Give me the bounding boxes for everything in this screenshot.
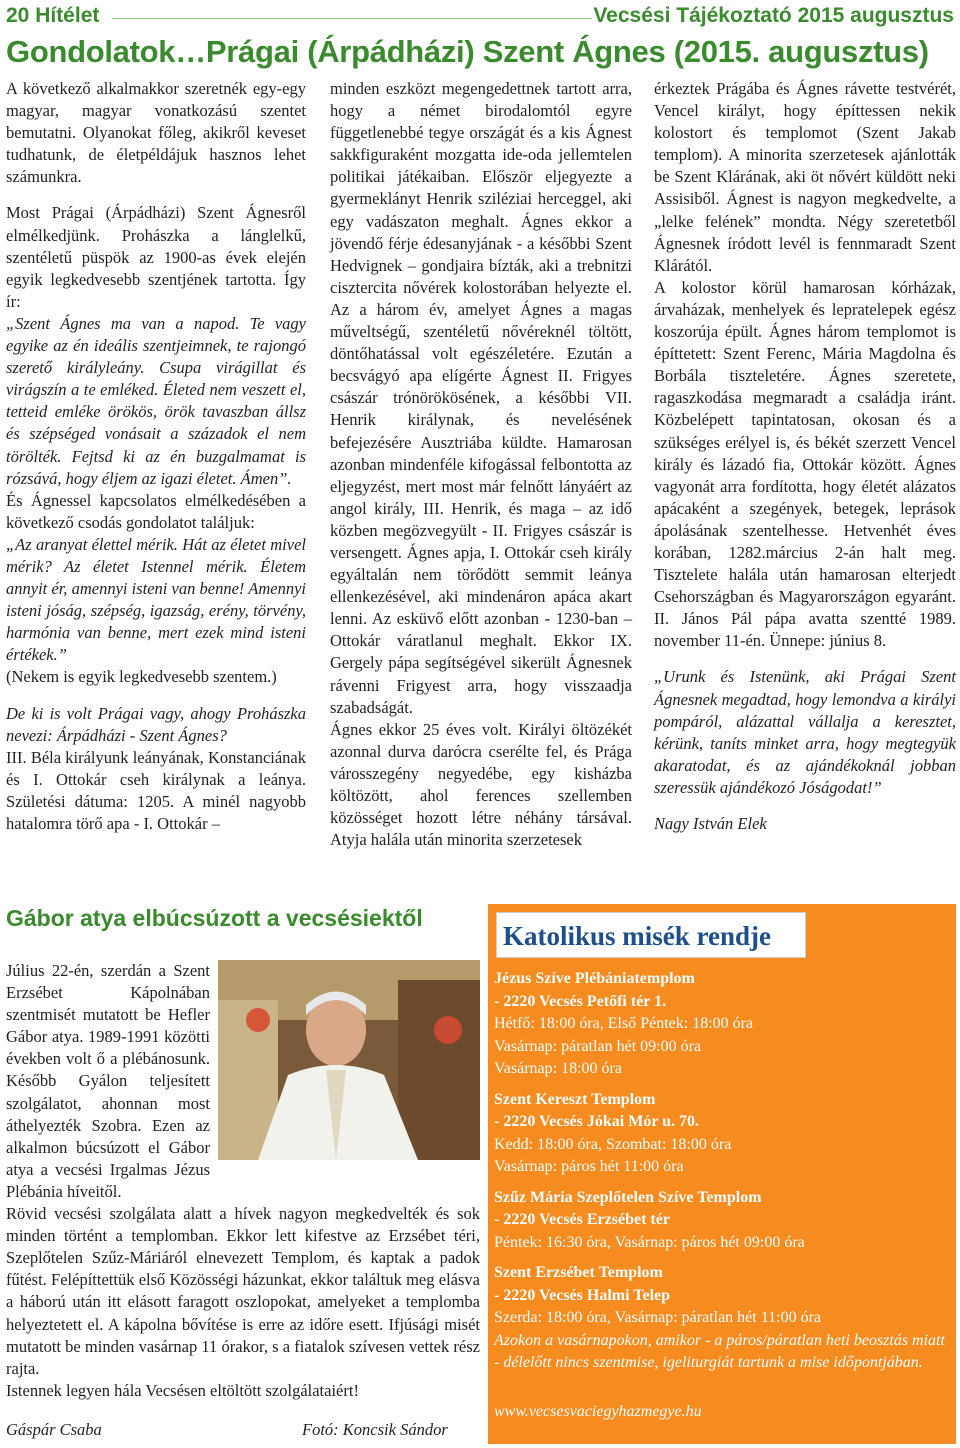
author-signature: Nagy István Elek [654, 814, 767, 833]
mass-time: Kedd: 18:00 óra, Szombat: 18:00 óra [494, 1135, 732, 1153]
quote: „Szent Ágnes ma van a napod. Te vagy egyike az én ideális szentjeimnek, te rajongó szerető királyleány. Csupa virágillat és virágszín a te emléked. Életed nem veszett el, tetteid emléke örökös, örök tavaszban állsz és szépséged vonásait a századok el nem törölték. Fejtsd ki az én buzgalmamat is rózsává, hogy éljem az igazi életet. Ámen”. [6, 313, 306, 488]
paragraph: (Nekem is egyik legkedvesebb szentem.) [6, 667, 277, 687]
prayer: „Urunk és Istenünk, aki Prágai Szent Ágnesnek megadtad, hogy lemondva a királyi pompáról, alázattal vállalja a keresztet, kérünk, taníts minket arra, hogy megtegyük akaratodat, és az ajándékoknál jobban szeressük ajándékozó Jóságodat!” [654, 667, 956, 797]
photo-credit: Fotó: Koncsik Sándor [302, 1420, 448, 1439]
paragraph: Istennek legyen hála Vecsésen eltöltött szolgálataiért! [6, 1380, 359, 1400]
mass-schedule-body [494, 968, 954, 1423]
paragraph: minden eszközt megengedettnek tartott arra, hogy a német birodalomtól egyre függetlenebbé tegye országát és a kis Ágnest sakkfiguraként mozgatta ide-oda jellemtelen politikai játékaiban. Először eljegyezte a gyermeklányt Henrik sziléziai herceggel, aki egy vadászaton meghalt. Ágnes ekkor a jövendő férje édesanyjának - a későbbi Szent Hedvignek – gondjaira bízták, aki a trebnitzi cisztercita nővérek kolostorában helyezte el. Az a három év, amelyet Ágnes a magas műveltségű, szentéletű nővéreknél töltött, döntőhatással volt egészéletére. Ezután a becsvágyó apa elígérte Ágnest II. Frigyes császár trónörökösének, a későbbi VII. Henrik királynak, és nevelésének befejezésére Ausztriába küldte. Hamarosan azonban mindenféle kifogással felbontotta az eljegyzést, mert most már felnőtt lányáért az angol király, III. Henrik, és maga – az idő közben megözvegyült - II. Frigyes császár is versengett. Ágnes apja, I. Ottokár cseh király egyáltalán nem törődött semmit leánya ellenkezésével, aki mindenáron apáca akart lenni. Az esküvő előtt azonban - 1230-ban – Ottokár váratlanul meghalt. Ekkor IX. Gergely pápa segítségével sikerült Ágnesnek rávenni Frigyest arra, hogy visszaadja szabadságát. [330, 79, 632, 717]
schedule-note: Azokon a vasárnapokon, amikor - a páros/páratlan heti beosztás miatt - délelőtt nincs szentmise, igeliturgiát tartunk a mise időpontjában. [494, 1331, 945, 1371]
article-2-author: Gáspár Csaba [6, 1420, 102, 1439]
mass-time: Hétfő: 18:00 óra, Első Péntek: 18:00 óra [494, 1015, 754, 1032]
church-address: - 2220 Vecsés Halmi Telep [494, 1286, 671, 1304]
mass-time: Szerda: 18:00 óra, Vasárnap: páratlan hét 11:00 óra [494, 1309, 821, 1326]
article-column-1 [6, 78, 306, 835]
church-address: - 2220 Vecsés Jókai Mór u. 70. [494, 1113, 700, 1130]
publication-title: Vecsési Tájékoztató 2015 augusztus [593, 4, 954, 27]
mass-time: Vasárnap: 18:00 óra [494, 1060, 622, 1077]
quote: „Az aranyat élettel mérik. Hát az életet mivel mérik? Az életet Istennel mérik. Életem annyit ér, amennyi isteni van benne! Amennyi isteni jóság, szépség, igazság, erény, törvény, harmónia van benne, mert ezek mind isteni értékek.” [6, 534, 306, 665]
church-address: - 2220 Vecsés Petőfi tér 1. [494, 992, 667, 1010]
paragraph: Ágnes ekkor 25 éves volt. Királyi öltözékét azonnal durva darócra cserélte fel, és Prága városszegény negyedébe, egy kisházba költözött, ahol ferences szellemben közösséget hozott létre néhány társával. Atyja halála után minorita szerzetesek [330, 719, 632, 850]
paragraph: érkeztek Prágába és Ágnes rávette testvérét, Vencel királyt, hogy építtessen nekik kolostort és templomot (Szent Jakab templom). A minorita szerzetesek ajánlották be Szent Klárának, aki öt nővért küldött neki Assisiből. Ágnest is nagyon megkedvelte, a „lelke felének” mondta. Négy szeretetből Ágnesnek íródott levél is fennmaradt Szent Klárától. [654, 79, 956, 275]
article-title: Gondolatok…Prágai (Árpádházi) Szent Ágnes (2015. augusztus) [6, 34, 929, 69]
church-name: Szent Erzsébet Templom [494, 1264, 663, 1281]
paragraph: Július 22-én, szerdán a Szent Erzsébet Kápolnában szentmisét mutatott be Hefler Gábor atya. 1989-1991 közötti években volt ő a plébánosunk. Később Gyálon teljesített szolgálatot, ahonnan most áthelyezték Szobra. Ezen az alkalmon búcsúzott el Gábor atya a vecsési Irgalmas Jézus Plébánia híveitől. [6, 961, 210, 1201]
page-number-section: 20 Hítélet [6, 4, 100, 27]
church-address: - 2220 Vecsés Erzsébet tér [494, 1211, 670, 1228]
paragraph: A következő alkalmakkor szeretnék egy-egy magyar, magyar vonatkozású szentet bemutatni. Olyanokat főleg, akikről keveset tudhatunk, de életpéldájuk hasznos lehet számunkra. [6, 79, 306, 187]
paragraph: És Ágnessel kapcsolatos elmélkedésében a következő csodás gondolatot találjuk: [6, 490, 306, 532]
paragraph: A kolostor körül hamarosan kórházak, árvaházak, menhelyek és lepratelepek egész koszorúja épült. Ágnes három templomot is építtetett: Szent Ferenc, Mária Magdolna és Borbála tiszteletére. Ágnes szeretete, ragaszkodása megmaradt a családja iránt. Közbelépett tapintatosan, okosan és a szükséges erélyel is, és békét szerzett Vencel király és lázadó fia, Ottokár között. Ágnes vagyonát arra fordította, hogy életét alázatos apácaként a szegények, betegek, leprások ápolásának szentelhesse. Hetvenhét éves korában, 1282.március 2-án halt meg. Tisztelete halála után hamarosan elterjedt Csehországban és Magyarországon egyaránt. II. János Pál pápa avatta szentté 1989. november 11-én. Ünnepe: június 8. [654, 277, 956, 651]
church-name: Szent Kereszt Templom [494, 1090, 656, 1108]
article-column-3 [654, 78, 956, 835]
website-link[interactable]: www.vecsesvaciegyhazmegye.hu [494, 1402, 702, 1420]
paragraph: Most Prágai (Árpádházi) Szent Ágnesről elmélkedjünk. Prohászka a lánglelkű, szentéletű püspök az 1900-as évek elején egyik legkedvesebb szentjének tartotta. Így ír: [6, 203, 306, 311]
mass-time: Vasárnap: páratlan hét 09:00 óra [494, 1037, 702, 1055]
church-name: Szűz Mária Szeplőtelen Szíve Templom [494, 1188, 762, 1206]
article-column-2 [330, 78, 632, 851]
article-2-title: Gábor atya elbúcsúzott a vecsésiektől [6, 905, 423, 931]
article-2-body [6, 960, 480, 1402]
header-divider [112, 18, 592, 19]
mass-time: Vasárnap: páros hét 11:00 óra [494, 1158, 684, 1175]
paragraph: III. Béla királyunk leányának, Konstanciának és I. Ottokár cseh királynak a leánya. Születési dátuma: 1205. A minél nagyobb hatalomra törő apa - I. Ottokár – [6, 747, 306, 833]
paragraph: Rövid vecsési szolgálata alatt a hívek nagyon megkedvelték és sok minden történt a templomban. Ekkor lett kifestve az Erzsébet téri, Szeplőtelen Szűz-Máriáról elnevezett Templom, és kaptak a padok fűtést. Felépíttettük első Közösségi házunkat, ekkor találtuk meg elásva a háború után itt elásott faragott oszlopokat, amelyeket a templomba helyeztetett el. A kápolna bővítése is erre az időre esett. Ifjúsági misét mutatott be minden vasárnap 11 órakor, s a fiatalok szívesen vettek rész rajta. [6, 1204, 480, 1378]
question: De ki is volt Prágai vagy, ahogy Prohászka nevezi: Árpádházi - Szent Ágnes? [6, 703, 306, 745]
mass-schedule-title: Katolikus misék rendje [496, 912, 806, 958]
church-name: Jézus Szíve Plébániatemplom [494, 970, 695, 987]
mass-time: Péntek: 16:30 óra, Vasárnap: páros hét 09:00 óra [494, 1233, 805, 1251]
